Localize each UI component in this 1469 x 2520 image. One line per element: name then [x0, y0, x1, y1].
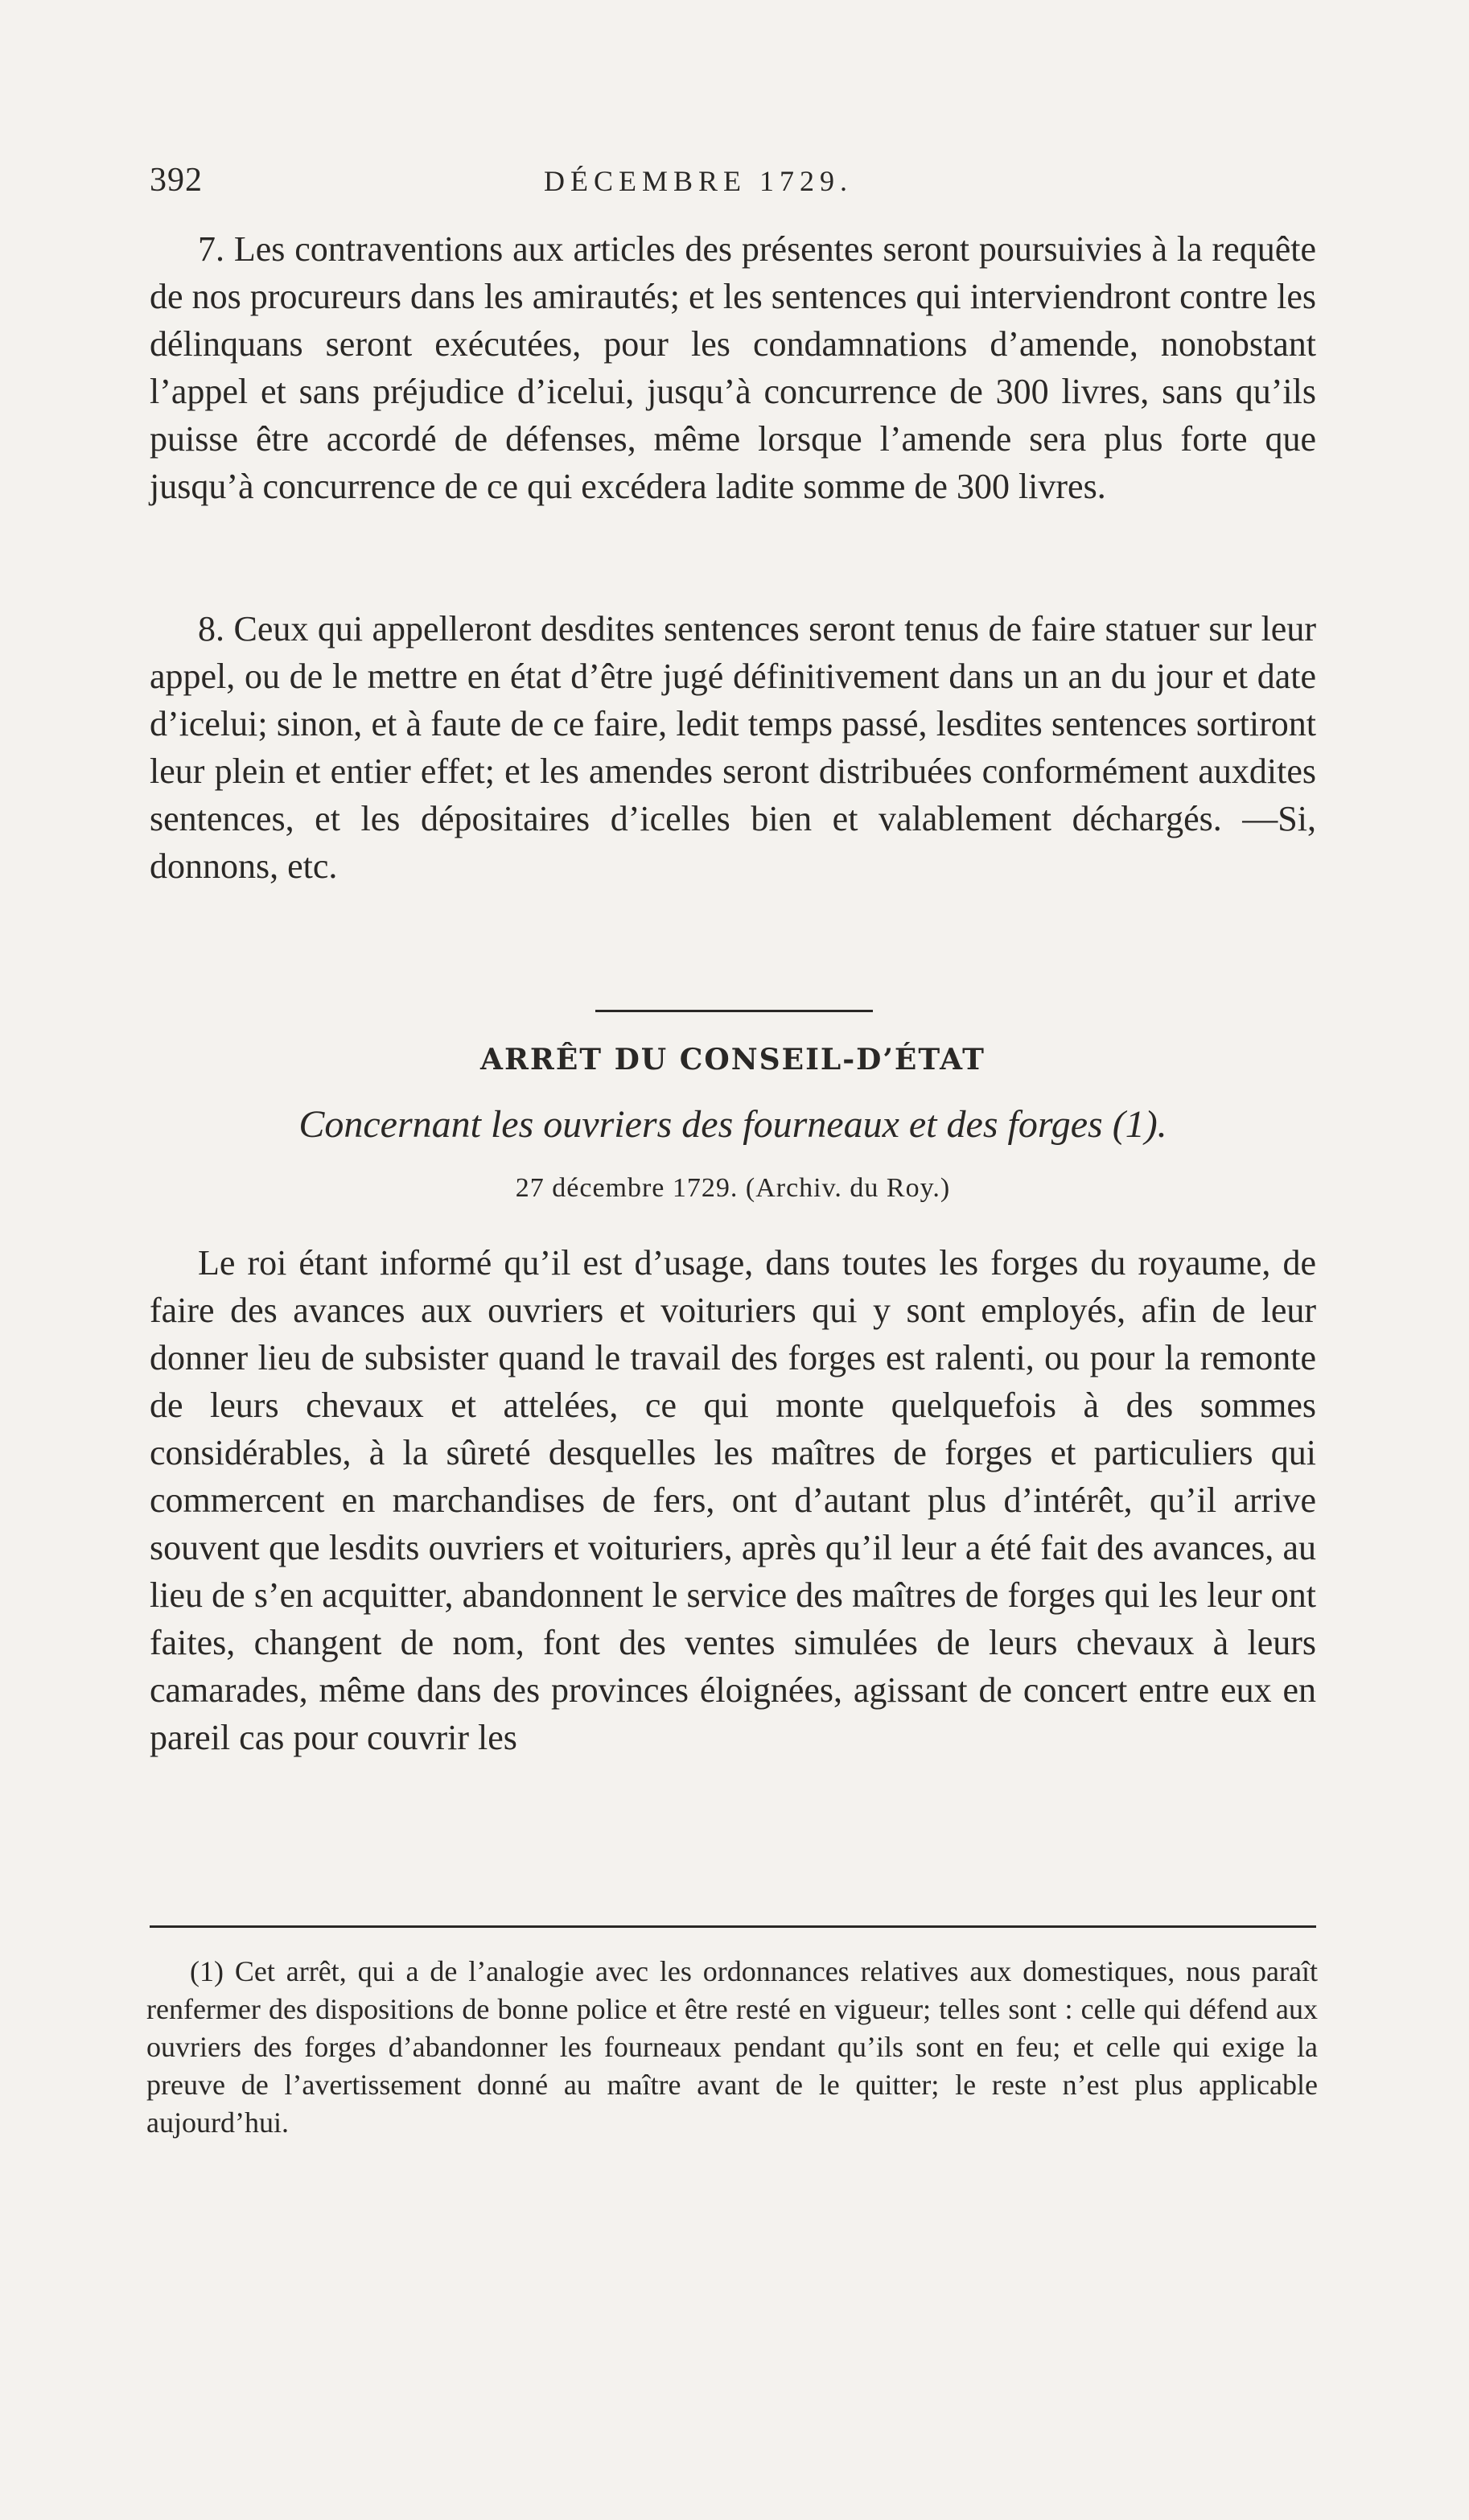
page-header: [150, 161, 1316, 209]
article-7-paragraph: 7. Les contraventions aux articles des présentes seront poursuivies à la requête de nos procureurs dans les amirautés; et les sentences qui interviendront contre les délinquans seront exécutées, pour les condamnations d’amende, nonobstant l’appel et sans préjudice d’icelui, jusqu’à concurrence de 300 livres, sans qu’ils puisse être accordé de défenses, même lorsque l’amende sera plus forte que jusqu’à concurrence de ce qui excédera ladite somme de 300 livres.: [150, 229, 1316, 506]
page-number: 392: [150, 162, 203, 199]
section-divider: [595, 1010, 873, 1012]
arret-date-line: 27 décembre 1729. (Archiv. du Roy.): [515, 1173, 951, 1203]
footnote-divider: [150, 1925, 1316, 1928]
article-8-paragraph: 8. Ceux qui appelleront desdites sentences seront tenus de faire statuer sur leur appel, ou de le mettre en état d’être jugé définitivement dans un an du jour et date d’icelui; sinon, et à faute de ce faire, ledit temps passé, lesdites sentences sortiront leur plein et entier effet; et les amendes seront distribuées conformément auxdites sentences, et les dépositaires d’icelles bien et valablement déchargés. —Si, donnons, etc.: [150, 609, 1316, 886]
arret-subtitle: Concernant les ouvriers des fourneaux et des forges (1).: [298, 1103, 1167, 1146]
arret-title: ARRÊT DU CONSEIL-D’ÉTAT: [480, 1043, 986, 1077]
footnote: (1) Cet arrêt, qui a de l’analogie avec les ordonnances relatives aux domestiques, nous paraît renfermer des dispositions de bonne police et être resté en vigueur; telles sont : celle qui défend aux ouvriers des forges d’abandonner les fourneaux pendant qu’ils sont en feu; et celle qui exige la preuve de l’avertissement donné au maître avant de le quitter; le reste n’est plus applicable aujourd’hui.: [146, 1955, 1318, 2139]
running-head: DÉCEMBRE 1729.: [544, 165, 854, 197]
arret-body-paragraph: Le roi étant informé qu’il est d’usage, dans toutes les forges du royaume, de faire des avances aux ouvriers et voituriers qui y sont employés, afin de leur donner lieu de subsister quand le travail des forges est ralenti, ou pour la remonte de leurs chevaux et attelées, ce qui monte quelquefois à des sommes considérables, à la sûreté desquelles les maîtres de forges et particuliers qui commercent en marchandises de fers, ont d’autant plus d’intérêt, qu’il arrive souvent que lesdits ouvriers et voituriers, après qu’il leur a été fait des avances, au lieu de s’en acquitter, abandonnent le service des maîtres de forges qui les leur ont faites, changent de nom, font des ventes simulées de leurs chevaux à leurs camarades, même dans des provinces éloignées, agissant de concert entre eux en pareil cas pour couvrir les: [150, 1243, 1316, 1757]
